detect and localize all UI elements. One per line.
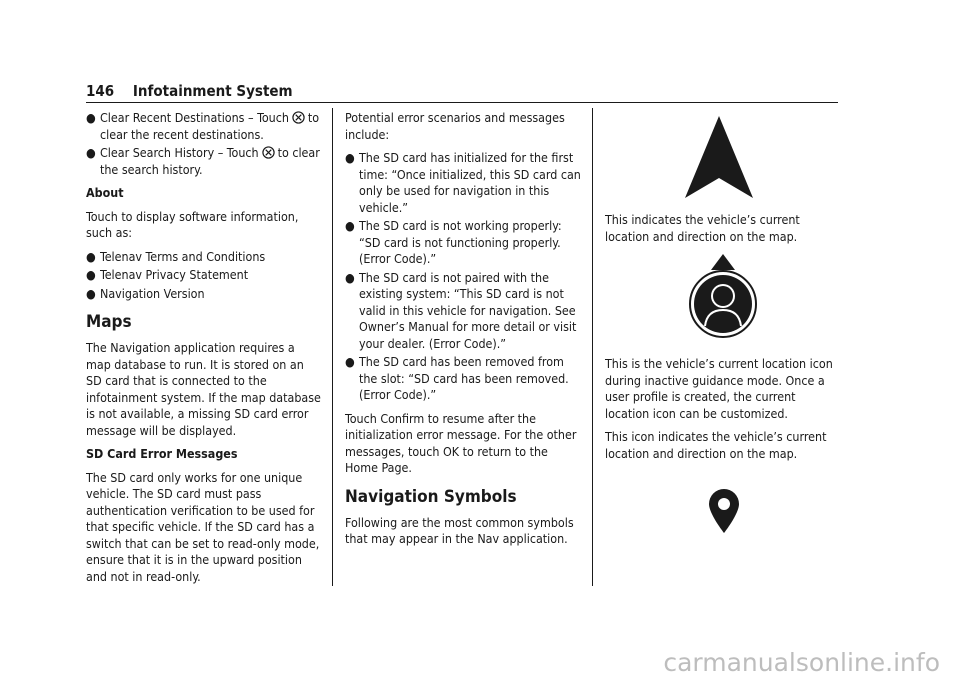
bullet-dot: ●	[86, 248, 96, 264]
nav-symbols-text: Following are the most common symbols that may appear in the Nav application.	[345, 514, 574, 546]
list-item-text: Clear Search History – Touch	[100, 145, 259, 160]
list-item	[345, 270, 581, 353]
list-item-text: The SD card has been removed from the slot: “SD card has been removed. (Error Code).”	[359, 354, 569, 402]
maps-heading: Maps	[86, 312, 132, 332]
column-middle	[345, 110, 581, 555]
about-list	[86, 249, 322, 303]
about-heading: About	[86, 185, 124, 200]
list-item	[345, 150, 581, 216]
list-item-text: The SD card has initialized for the first time: “Once initialized, this SD card can only be used for navigation in this vehicle.”	[359, 150, 581, 215]
bullet-dot: ●	[86, 110, 96, 125]
bullet-dot: ●	[86, 285, 96, 301]
vehicle-arrow-icon	[683, 114, 755, 200]
watermark: carmanualsonline.info	[663, 648, 940, 677]
list-item	[86, 110, 322, 143]
bullet-dot: ●	[86, 267, 96, 282]
error-intro: Potential error scenarios and messages include:	[345, 110, 565, 142]
list-item	[345, 218, 581, 268]
list-item-text: to	[307, 110, 320, 125]
about-text: Touch to display software information, such as:	[86, 208, 299, 240]
sd-card-heading: SD Card Error Messages	[86, 446, 238, 461]
confirm-text: Touch Confirm to resume after the initialization error message. For the other messages, touch OK to return to the Home Page.	[345, 410, 577, 475]
list-item	[345, 354, 581, 404]
page-number: 146	[86, 82, 115, 100]
column-left	[86, 110, 322, 592]
list-item	[86, 249, 322, 266]
error-list	[345, 150, 581, 404]
bullet-dot: ●	[86, 145, 96, 160]
list-item	[86, 267, 322, 284]
sd-card-text: The SD card only works for one unique vehicle. The SD card must pass authentication verification to be used for that specific vehicle. If the SD card has a switch that can be set to read-only mode, ensure that it is in the upward position and not in read-only.	[86, 469, 320, 584]
clear-options-list	[86, 110, 322, 178]
bullet-dot: ●	[345, 218, 355, 233]
list-item-text: The SD card is not paired with the existing system: “This SD card is not valid in this vehicle for navigation. See Owner’s Manual for more detail or visit your dealer. (Error Code).”	[359, 269, 577, 351]
list-item-text: The SD card is not working properly: “SD card is not functioning properly. (Error Code).”	[359, 218, 562, 266]
icon-description: This icon indicates the vehicle’s current location and direction on the map.	[605, 429, 827, 461]
bullet-dot: ●	[345, 354, 355, 369]
list-item-text: to clear	[277, 145, 320, 160]
location-pin-icon	[707, 488, 741, 534]
list-item-text: Telenav Privacy Statement	[100, 267, 249, 282]
column-divider	[592, 108, 593, 586]
nav-symbols-heading: Navigation Symbols	[345, 486, 517, 507]
profile-location-icon	[689, 252, 757, 342]
arrow-description: This indicates the vehicle’s current location and direction on the map.	[605, 212, 800, 244]
header-rule	[86, 102, 838, 103]
bullet-dot: ●	[345, 150, 355, 165]
column-right	[605, 110, 837, 534]
clear-x-circle-icon	[262, 146, 275, 159]
column-divider	[332, 108, 333, 586]
list-item-text: clear the recent destinations.	[100, 126, 264, 142]
list-item-text: Navigation Version	[100, 285, 205, 301]
list-item	[86, 145, 322, 178]
profile-description: This is the vehicle’s current location icon during inactive guidance mode. Once a user profile is created, the current location icon can be customized.	[605, 356, 833, 421]
clear-x-circle-icon	[292, 111, 305, 124]
bullet-dot: ●	[345, 269, 355, 285]
list-item	[86, 286, 322, 303]
list-item-text: Telenav Terms and Conditions	[100, 248, 266, 264]
list-item-text: the search history.	[100, 161, 203, 177]
page-header	[86, 82, 293, 100]
list-item-text: Clear Recent Destinations – Touch	[100, 110, 289, 125]
maps-text: The Navigation application requires a map database to run. It is stored on an SD card that is connected to the infotainment system. If the map database is not available, a missing SD card error message will be displayed.	[86, 340, 321, 438]
section-title: Infotainment System	[132, 82, 293, 100]
